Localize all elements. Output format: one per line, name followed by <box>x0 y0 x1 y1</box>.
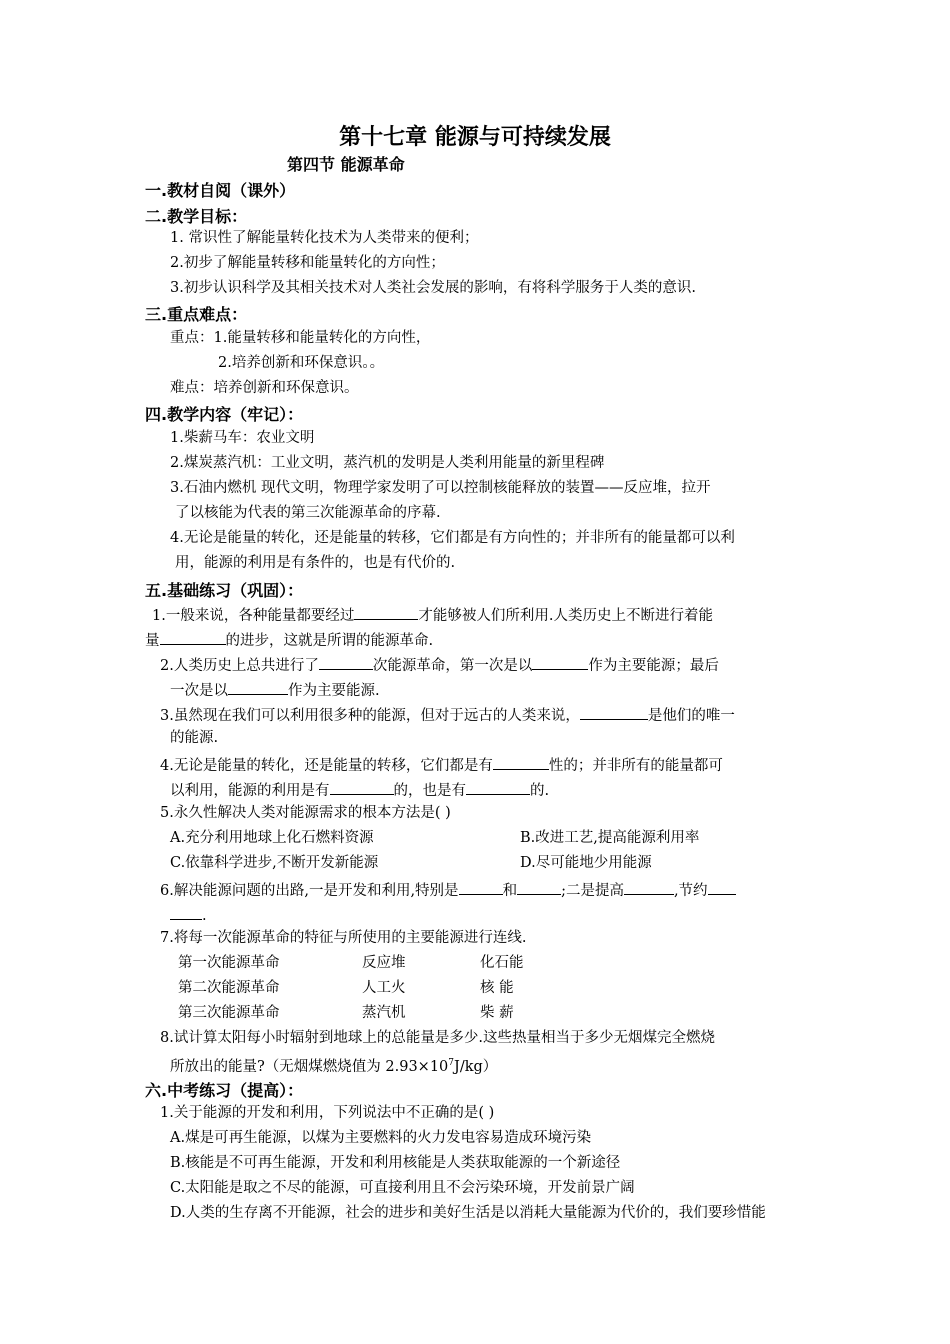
exercise-5-option-a[interactable]: A.充分利用地球上化石燃料资源 <box>170 830 374 846</box>
section-title: 第四节 能源革命 <box>287 155 405 174</box>
match-left-1[interactable]: 第一次能源革命 <box>178 955 280 971</box>
answer-blank[interactable] <box>319 653 373 670</box>
match-middle-2[interactable]: 人工火 <box>362 980 406 996</box>
answer-blank[interactable] <box>466 778 530 795</box>
chapter-title: 第十七章 能源与可持续发展 <box>339 125 611 150</box>
exercise-6-line-1: 6.解决能源问题的出路,一是开发和利用,特别是 和 ;二是提高 ,节约 <box>160 878 736 901</box>
exam-option-a[interactable]: A.煤是可再生能源，以煤为主要燃料的火力发电容易造成环境污染 <box>170 1130 592 1146</box>
answer-blank[interactable] <box>354 603 418 620</box>
match-right-2[interactable]: 核 能 <box>480 980 514 996</box>
answer-blank[interactable] <box>459 878 503 895</box>
exercise-3-line-2: 的能源. <box>170 730 219 746</box>
answer-blank[interactable] <box>580 703 648 720</box>
exercise-8-line-2: 所放出的能量?（无烟煤燃烧值为 $2.93\times 10^7J/kg$） <box>170 1058 498 1075</box>
exercise-1-line-1: 1.一般来说，各种能量都要经过 才能够被人们所利用.人类历史上不断进行着能 <box>152 603 713 626</box>
content-2: 2.煤炭蒸汽机：工业文明，蒸汽机的发明是人类利用能量的新里程碑 <box>170 455 605 471</box>
objective-1: 1. 常识性了解能量转化技术为人类带来的便利； <box>170 230 479 246</box>
exercise-4-line-1: 4.无论是能量的转化，还是能量的转移，它们都是有 性的；并非所有的能量都可 <box>160 753 723 776</box>
content-3-line-2: 了以核能为代表的第三次能源革命的序幕. <box>175 505 441 521</box>
content-1: 1.柴薪马车：农业文明 <box>170 430 315 446</box>
content-4-line-2: 用，能源的利用是有条件的，也是有代价的. <box>175 555 456 571</box>
match-right-1[interactable]: 化石能 <box>480 955 524 971</box>
answer-blank[interactable] <box>624 878 674 895</box>
objective-3: 3.初步认识科学及其相关技术对人类社会发展的影响，有将科学服务于人类的意识. <box>170 280 696 296</box>
heading-self-reading: 一.教材自阅（课外） <box>145 181 296 200</box>
exam-option-c[interactable]: C.太阳能是取之不尽的能源，可直接利用且不会污染环境，开发前景广阔 <box>170 1180 635 1196</box>
answer-blank[interactable] <box>493 753 549 770</box>
match-middle-3[interactable]: 蒸汽机 <box>362 1005 406 1021</box>
match-left-3[interactable]: 第三次能源革命 <box>178 1005 280 1021</box>
exercise-5-option-d[interactable]: D.尽可能地少用能源 <box>520 855 652 871</box>
exercise-5-question: 5.永久性解决人类对能源需求的根本方法是( ) <box>160 805 451 821</box>
exercise-1-line-2: 量 的进步，这就是所谓的能源革命. <box>145 628 433 651</box>
exam-option-b[interactable]: B.核能是不可再生能源，开发和利用核能是人类获取能源的一个新途径 <box>170 1155 621 1171</box>
exercise-4-line-2: 以利用，能源的利用是有 的，也是有 的. <box>170 778 549 801</box>
exercise-2-line-1: 2.人类历史上总共进行了 次能源革命，第一次是以 作为主要能源；最后 <box>160 653 719 676</box>
content-3-line-1: 3.石油内燃机 现代文明，物理学家发明了可以控制核能释放的装置——反应堆，拉开 <box>170 480 711 496</box>
heading-exam-practice: 六.中考练习（提高）： <box>145 1081 304 1100</box>
exercise-3-line-1: 3.虽然现在我们可以利用很多种的能源，但对于远古的人类来说， 是他们的唯一 <box>160 703 735 726</box>
heading-key-points: 三.重点难点： <box>145 305 248 324</box>
exam-option-d[interactable]: D.人类的生存离不开能源，社会的进步和美好生活是以消耗大量能源为代价的，我们要珍惜能 <box>170 1205 766 1221</box>
exam-question-1: 1.关于能源的开发和利用，下列说法中不正确的是( ) <box>160 1105 495 1121</box>
answer-blank[interactable] <box>708 878 736 895</box>
objective-2: 2.初步了解能量转移和能量转化的方向性； <box>170 255 445 271</box>
match-middle-1[interactable]: 反应堆 <box>362 955 406 971</box>
exercise-8-line-1: 8.试计算太阳每小时辐射到地球上的总能量是多少.这些热量相当于多少无烟煤完全燃烧 <box>160 1030 715 1046</box>
focus-line-2: 2.培养创新和环保意识。。 <box>218 355 385 371</box>
exercise-7-question: 7.将每一次能源革命的特征与所使用的主要能源进行连线. <box>160 930 527 946</box>
answer-blank[interactable] <box>532 653 588 670</box>
answer-blank[interactable] <box>517 878 561 895</box>
exercise-5-option-c[interactable]: C.依靠科学进步,不断开发新能源 <box>170 855 379 871</box>
match-left-2[interactable]: 第二次能源革命 <box>178 980 280 996</box>
answer-blank[interactable] <box>170 903 202 920</box>
heading-content: 四.教学内容（牢记）： <box>145 405 304 424</box>
exercise-6-line-2: . <box>170 903 207 926</box>
focus-line-1: 重点：1.能量转移和能量转化的方向性， <box>170 330 431 346</box>
answer-blank[interactable] <box>330 778 394 795</box>
content-4-line-1: 4.无论是能量的转化，还是能量的转移，它们都是有方向性的；并非所有的能量都可以利 <box>170 530 735 546</box>
heading-objectives: 二.教学目标： <box>145 207 248 226</box>
answer-blank[interactable] <box>160 628 226 645</box>
answer-blank[interactable] <box>228 678 288 695</box>
difficulty-line: 难点：培养创新和环保意识。 <box>170 380 359 396</box>
exercise-5-option-b[interactable]: B.改进工艺,提高能源利用率 <box>520 830 700 846</box>
match-right-3[interactable]: 柴 薪 <box>480 1005 514 1021</box>
heading-basic-exercises: 五.基础练习（巩固）： <box>145 581 304 600</box>
exercise-2-line-2: 一次是以 作为主要能源. <box>170 678 380 701</box>
